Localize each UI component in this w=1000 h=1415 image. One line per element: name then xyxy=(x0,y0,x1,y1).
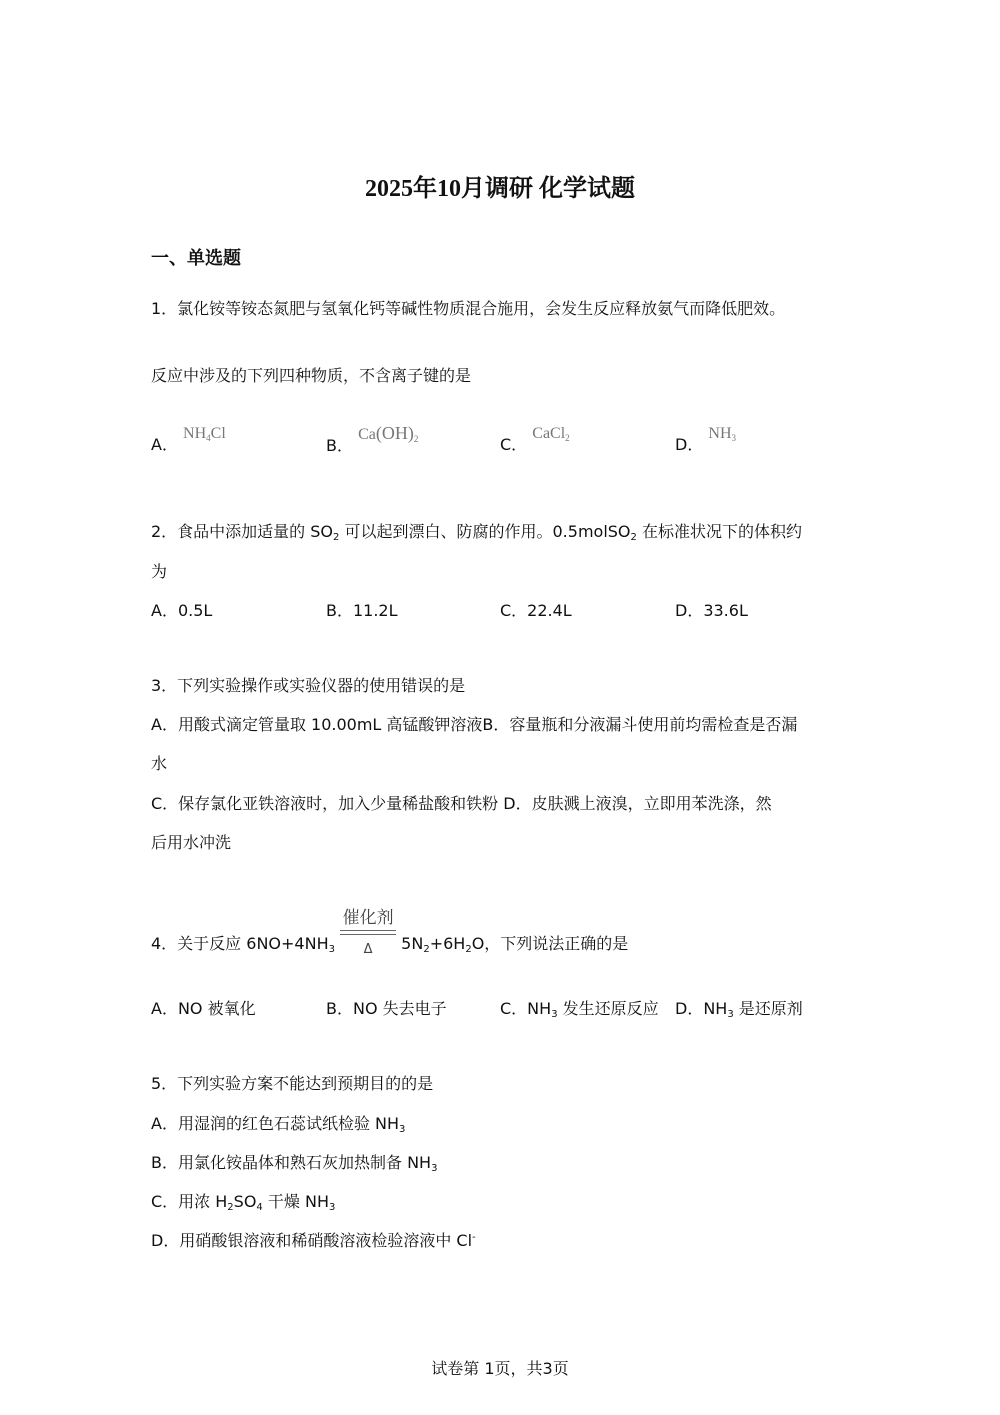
q2-stem-line2: 为 xyxy=(151,562,168,581)
section-heading: 一、单选题 xyxy=(151,248,241,269)
q5-option-b: B．用氯化铵晶体和熟石灰加热制备 $NH_3$ xyxy=(151,1153,438,1174)
option-label: C． xyxy=(500,435,528,454)
option-label: D． xyxy=(675,435,704,454)
option-label: A． xyxy=(151,435,178,454)
q5-stem: 5．下列实验方案不能达到预期目的的是 xyxy=(151,1074,434,1093)
q5-option-c: C．用浓 $H_2SO_4$ 干燥 $NH_3$ xyxy=(151,1192,336,1213)
formula-nh4cl: $NH_4Cl$ xyxy=(183,425,226,443)
formula-caoh2: $Ca(OH)_2$ xyxy=(358,423,419,444)
q1-option-a xyxy=(151,425,226,458)
q4-option-a: A．NO 被氧化 xyxy=(151,999,256,1018)
q3-options-cd-cont: 后用水冲洗 xyxy=(151,833,232,852)
reaction-arrow-catalyst xyxy=(340,907,396,957)
q5-option-a: A．用湿润的红色石蕊试纸检验 $NH_3$ xyxy=(151,1114,406,1135)
q1-option-c xyxy=(500,425,570,458)
q2-option-d: D．33.6L xyxy=(675,601,748,620)
q4-option-b: B．NO 失去电子 xyxy=(326,999,447,1018)
q3-options-cd: C．保存氯化亚铁溶液时，加入少量稀盐酸和铁粉 D．皮肤溅上液溴，立即用苯洗涤，然 xyxy=(151,794,772,813)
q4-option-d: D．$NH_3$ 是还原剂 xyxy=(675,999,803,1020)
q1-option-b xyxy=(326,423,419,459)
q2-option-c: C．22.4L xyxy=(500,601,572,620)
formula-cacl2: CaCl$_2$ xyxy=(532,425,570,443)
q4-option-c: C．$NH_3$ 发生还原反应 xyxy=(500,999,659,1020)
q2-option-a: A．0.5L xyxy=(151,601,213,620)
q3-stem: 3．下列实验操作或实验仪器的使用错误的是 xyxy=(151,676,466,695)
catalyst-label: 催化剂 xyxy=(342,907,394,928)
q2-stem-line1: 2．食品中添加适量的 $SO_2$ 可以起到漂白、防腐的作用。0.5molSO$_2$ 在标准状况下的体积约 xyxy=(151,522,802,543)
q5-option-d: D．用硝酸银溶液和稀硝酸溶液检验溶液中 Cl- xyxy=(151,1231,476,1250)
q3-options-ab-cont: 水 xyxy=(151,754,168,773)
equals-line-top xyxy=(340,930,396,931)
q2-option-b: B．11.2L xyxy=(326,601,398,620)
option-label: B． xyxy=(326,436,353,455)
equals-line-bottom xyxy=(340,934,396,935)
page-footer: 试卷第 1页，共3页 xyxy=(431,1359,569,1378)
q4-stem: 4．关于反应 $6NO+4NH_3$ 催化剂 Δ $5N_2+6H_2O$，下列说法正确的是 xyxy=(151,932,628,957)
q3-options-ab: A．用酸式滴定管量取 10.00mL 高锰酸钾溶液B．容量瓶和分液漏斗使用前均需检查是否漏 xyxy=(151,715,798,734)
q1-option-d xyxy=(675,425,737,458)
formula-nh3: $NH_3$ xyxy=(708,425,737,443)
page-title: 2025年10月调研 化学试题 xyxy=(365,176,635,202)
q1-stem-line1: 1．氯化铵等铵态氮肥与氢氧化钙等碱性物质混合施用，会发生反应释放氨气而降低肥效。 xyxy=(151,299,786,318)
heat-delta-symbol: Δ xyxy=(363,941,373,957)
q1-stem-line2: 反应中涉及的下列四种物质，不含离子键的是 xyxy=(151,366,472,385)
